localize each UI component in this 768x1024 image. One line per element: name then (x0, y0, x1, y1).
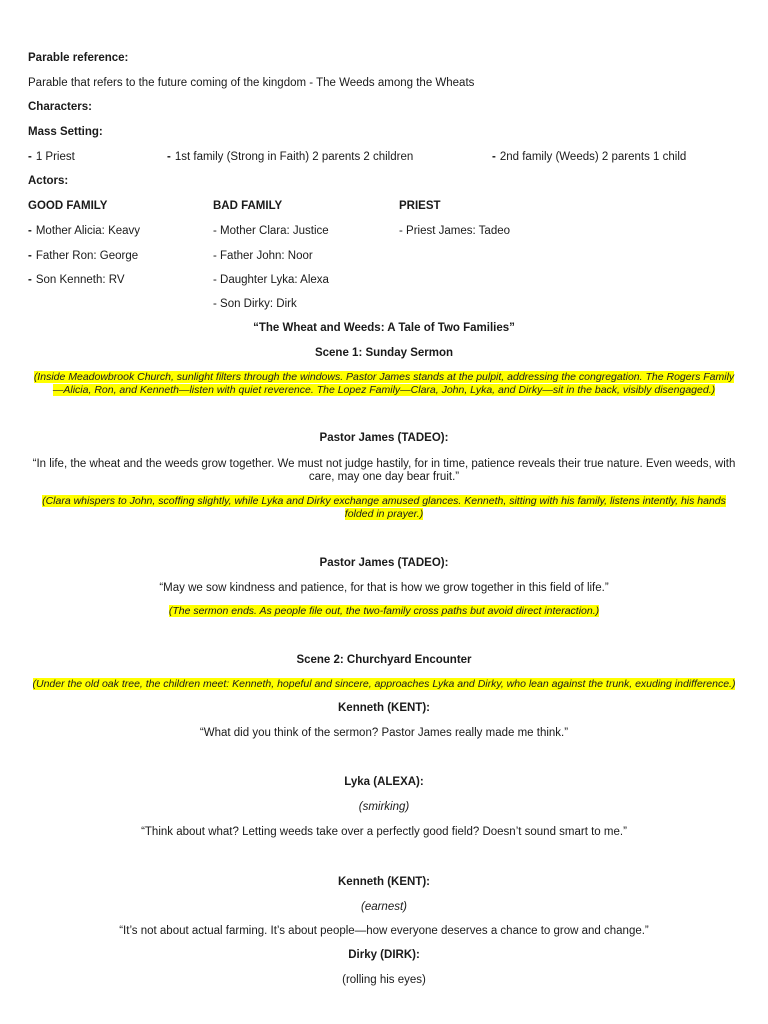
bad-family-item: - Daughter Lyka: Alexa (213, 274, 329, 286)
scene-1-heading: Scene 1: Sunday Sermon (314, 347, 454, 359)
bad-family-item: - Father John: Noor (213, 250, 313, 262)
actors-label: Actors: (28, 175, 69, 187)
dialogue-line: “May we sow kindness and patience, for that is how we grow together in this field of life.” (159, 582, 609, 594)
speaker-name: Pastor James (TADEO): (319, 432, 449, 444)
speaker-name: Lyka (ALEXA): (344, 776, 424, 788)
characters-label: Characters: (28, 101, 92, 113)
mass-setting-item-priest: - 1 Priest (28, 151, 75, 163)
dialogue-line: “It’s not about actual farming. It’s about people—how everyone deserves a chance to grow and change.” (119, 925, 649, 937)
stage-direction: (Under the old oak tree, the children meet: Kenneth, hopeful and sincere, approaches Lyka and Dirky, who lean against the trunk, exuding indifference.) (32, 678, 736, 690)
stage-direction: (Clara whispers to John, scoffing slightly, while Lyka and Dirky exchange amused glances. Kenneth, sitting with his family, listens intently, his hands folded in prayer.) (42, 495, 726, 520)
good-family-heading: GOOD FAMILY (28, 200, 108, 212)
speaker-name: Kenneth (KENT): (338, 876, 430, 888)
speaker-name: Pastor James (TADEO): (319, 557, 449, 569)
parenthetical: (earnest) (360, 901, 408, 913)
mass-setting-label: Mass Setting: (28, 126, 103, 138)
stage-direction: (The sermon ends. As people file out, the two-family cross paths but avoid direct interaction.) (168, 605, 600, 617)
bad-family-item: - Son Dirky: Dirk (213, 298, 297, 310)
priest-item: - Priest James: Tadeo (399, 225, 511, 237)
parenthetical: (smirking) (358, 801, 410, 813)
dialogue-line: “What did you think of the sermon? Pastor James really made me think.” (199, 727, 569, 739)
bad-family-heading: BAD FAMILY (213, 200, 283, 212)
parable-reference-text: Parable that refers to the future coming of the kingdom - The Weeds among the Wheats (28, 77, 475, 89)
good-family-item: - Son Kenneth: RV (28, 274, 125, 286)
dialogue-line: “Think about what? Letting weeds take over a perfectly good field? Doesn’t sound smart to me.” (141, 826, 627, 838)
script-title: “The Wheat and Weeds: A Tale of Two Families” (253, 322, 515, 334)
scene-2-heading: Scene 2: Churchyard Encounter (296, 654, 472, 666)
good-family-item: - Father Ron: George (28, 250, 139, 262)
dialogue-line: “In life, the wheat and the weeds grow together. We must not judge hastily, for in time, patience reveals their true nature. Even weeds, with care, may one day bear fruit.” (32, 458, 736, 483)
parable-reference-label: Parable reference: (28, 52, 129, 64)
stage-direction: (Inside Meadowbrook Church, sunlight filters through the windows. Pastor James stands at the pulpit, addressing the congregation. The Rogers Family —Alicia, Ron, and Kenneth—listen with quiet reverence. The Lopez Family—Clara, John, Lyka, and Dirky—sit in the back, visibly disengaged.) (33, 371, 735, 396)
speaker-name: Dirky (DIRK): (348, 949, 420, 961)
good-family-item: - Mother Alicia: Keavy (28, 225, 141, 237)
mass-setting-item-family-1: - 1st family (Strong in Faith) 2 parents 2 children (167, 151, 414, 163)
speaker-name: Kenneth (KENT): (338, 702, 430, 714)
parenthetical: (rolling his eyes) (342, 974, 426, 986)
priest-heading: PRIEST (399, 200, 441, 212)
mass-setting-item-family-2: - 2nd family (Weeds) 2 parents 1 child (492, 151, 687, 163)
bad-family-item: - Mother Clara: Justice (213, 225, 329, 237)
